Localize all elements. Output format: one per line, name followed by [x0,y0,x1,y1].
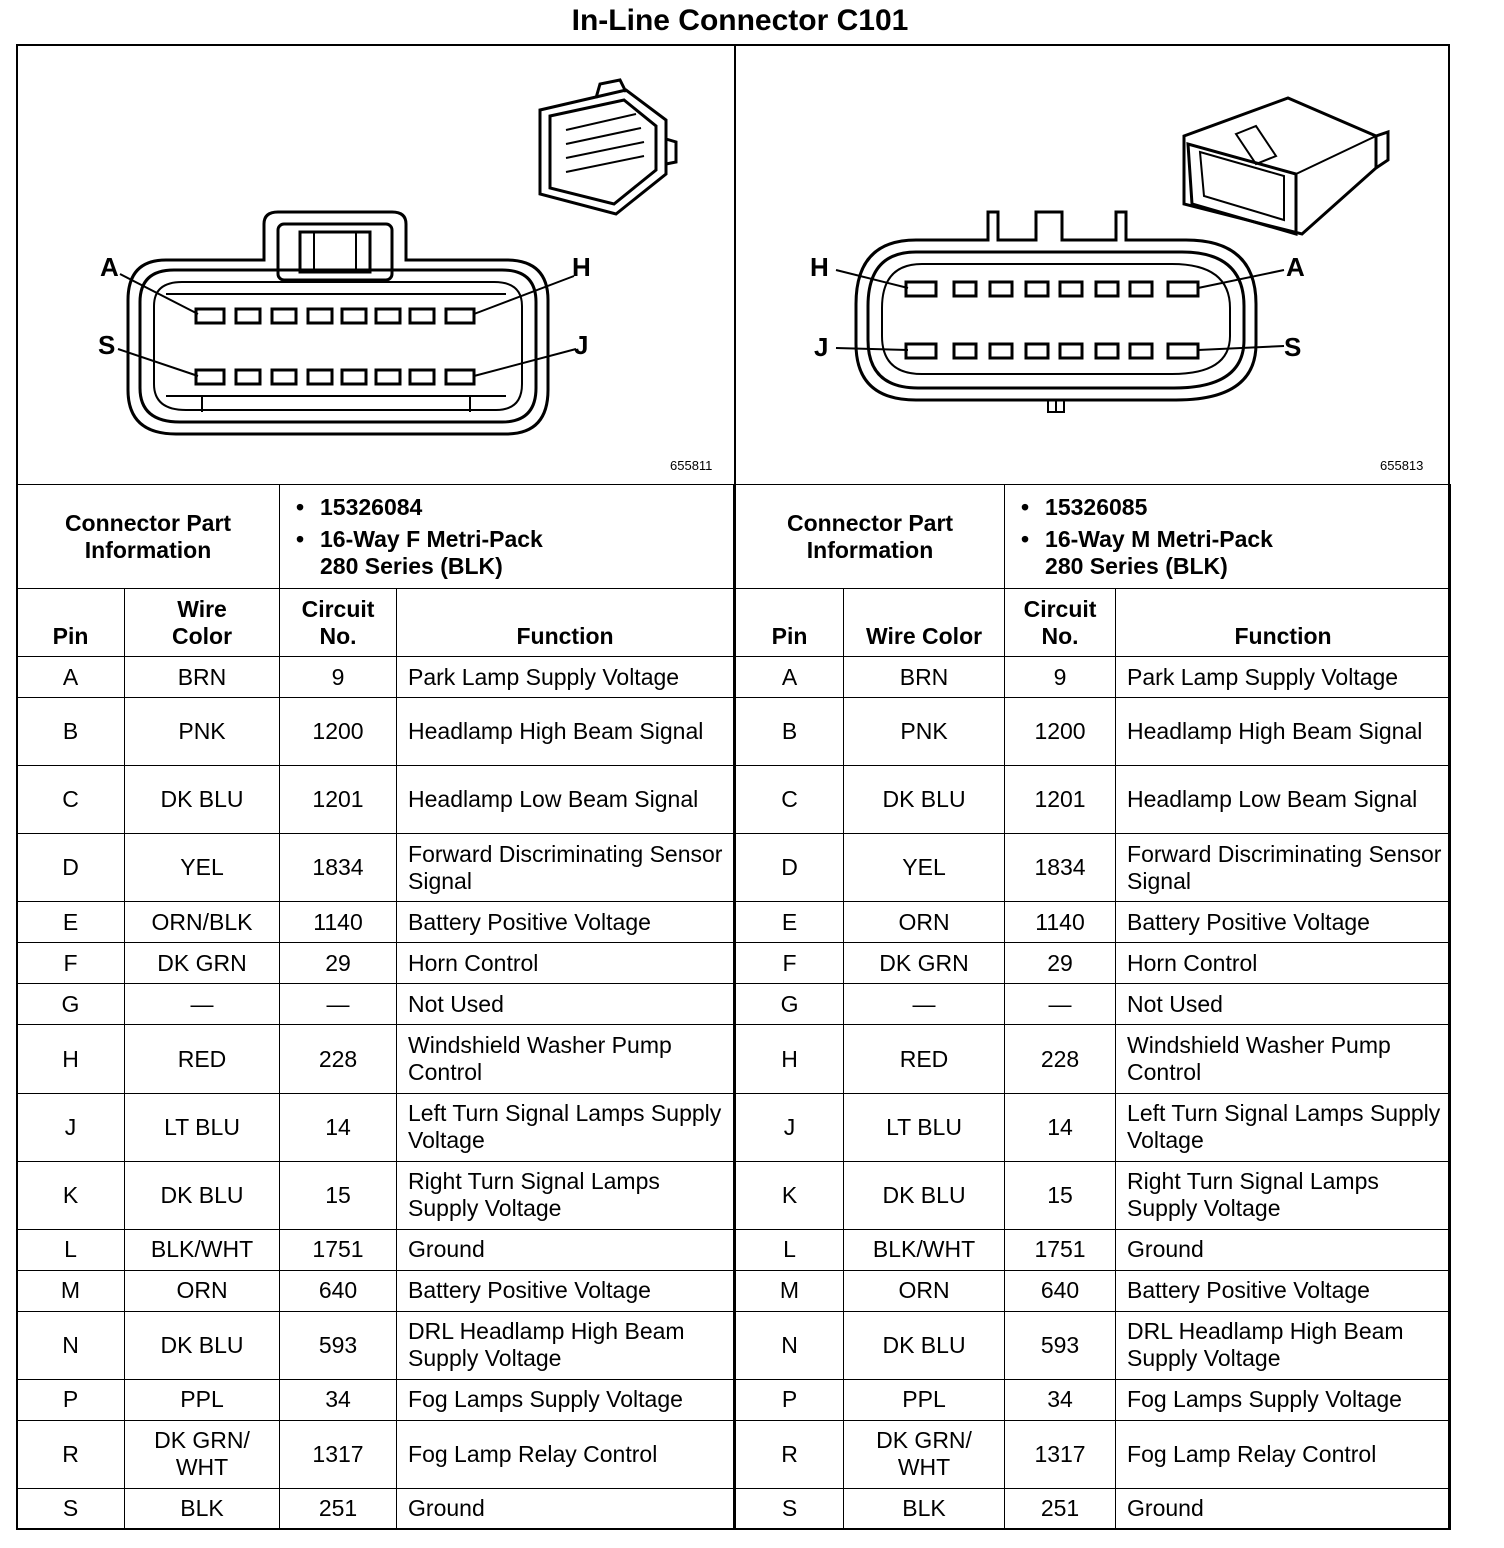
connector-description-line1: 16-Way F Metri-Pack [320,525,543,552]
connector-part-info-label: Connector Part Information [735,485,1005,589]
wire-color-cell: BRN [125,657,280,698]
wire-color-cell: PNK [125,698,280,766]
function-cell: Right Turn Signal Lamps Supply Voltage [397,1161,735,1229]
wire-color-cell: DK BLU [125,1311,280,1379]
circuit-cell: 9 [1005,657,1116,698]
male-pin-row-bottom [906,344,1198,358]
pin-label-s: S [1284,332,1302,362]
table-row [17,943,1451,984]
table-row [17,698,1451,766]
circuit-cell: 1317 [280,1420,397,1488]
pin-label-h: H [810,252,829,282]
wire-color-cell: DK GRN [125,943,280,984]
circuit-cell: 1201 [1005,766,1116,834]
function-cell: Park Lamp Supply Voltage [397,657,735,698]
circuit-cell: 1834 [1005,834,1116,902]
function-cell: Right Turn Signal Lamps Supply Voltage [1116,1161,1451,1229]
pin-cell: S [17,1488,125,1529]
circuit-cell: 29 [1005,943,1116,984]
header-pin: Pin [17,589,125,657]
wire-color-cell: BLK/WHT [844,1229,1005,1270]
figure-id: 655811 [670,458,713,473]
circuit-cell: 228 [280,1025,397,1093]
pin-cell: M [735,1270,844,1311]
wire-color-cell: YEL [125,834,280,902]
circuit-cell: 15 [280,1161,397,1229]
function-cell: Headlamp High Beam Signal [1116,698,1451,766]
function-cell: Headlamp Low Beam Signal [397,766,735,834]
connector-info-row [17,485,1451,589]
header-function: Function [1116,589,1451,657]
pin-cell: D [735,834,844,902]
connector-part-info-value: • 15326084 • 16-Way F Metri-Pack 280 Series (BLK) [280,485,735,589]
pin-label-s: S [98,330,116,360]
circuit-cell: — [280,984,397,1025]
pin-cell: B [735,698,844,766]
pin-cell: F [735,943,844,984]
function-cell: Park Lamp Supply Voltage [1116,657,1451,698]
wire-color-cell: BLK/WHT [125,1229,280,1270]
table-row [17,657,1451,698]
function-cell: DRL Headlamp High Beam Supply Voltage [1116,1311,1451,1379]
pin-cell: J [17,1093,125,1161]
female-pin-row-top [196,309,474,323]
function-cell: Horn Control [397,943,735,984]
pin-cell: H [735,1025,844,1093]
male-connector-pane [736,44,1450,484]
function-cell: Left Turn Signal Lamps Supply Voltage [397,1093,735,1161]
circuit-cell: 15 [1005,1161,1116,1229]
table-row [17,1311,1451,1379]
table-row [17,1379,1451,1420]
male-connector-drawing [736,44,1450,484]
circuit-cell: 34 [280,1379,397,1420]
circuit-cell: 34 [1005,1379,1116,1420]
female-pin-row-bottom [196,370,474,384]
male-connector-face [856,212,1256,412]
function-cell: Battery Positive Voltage [397,902,735,943]
table-header-row [17,589,1451,657]
function-cell: Horn Control [1116,943,1451,984]
wire-color-cell: BLK [844,1488,1005,1529]
pin-cell: M [17,1270,125,1311]
pin-cell: G [735,984,844,1025]
wire-color-cell: PPL [125,1379,280,1420]
pin-cell: L [17,1229,125,1270]
circuit-cell: 1751 [1005,1229,1116,1270]
circuit-cell: 640 [1005,1270,1116,1311]
pin-cell: E [735,902,844,943]
function-cell: Forward Discriminating Sensor Signal [397,834,735,902]
wire-color-cell: ORN [844,902,1005,943]
connector-part-info-value: • 15326085 • 16-Way M Metri-Pack 280 Series (BLK) [1005,485,1451,589]
function-cell: Windshield Washer Pump Control [397,1025,735,1093]
pin-cell: F [17,943,125,984]
pin-cell: E [17,902,125,943]
table-row [17,1420,1451,1488]
table-row [17,766,1451,834]
female-connector-drawing [16,44,734,484]
table-row [17,1270,1451,1311]
function-cell: DRL Headlamp High Beam Supply Voltage [397,1311,735,1379]
figure-id: 655813 [1380,458,1424,473]
wire-color-cell: LT BLU [844,1093,1005,1161]
pin-rows [17,657,1451,1530]
header-function: Function [397,589,735,657]
function-cell: Headlamp Low Beam Signal [1116,766,1451,834]
circuit-cell: 29 [280,943,397,984]
table-row [17,1488,1451,1529]
wire-color-cell: — [125,984,280,1025]
pin-cell: S [735,1488,844,1529]
function-cell: Forward Discriminating Sensor Signal [1116,834,1451,902]
pin-label-j: J [814,332,829,362]
pin-cell: R [17,1420,125,1488]
function-cell: Battery Positive Voltage [1116,902,1451,943]
connector-description-line2: 280 Series (BLK) [1045,552,1228,579]
pin-cell: R [735,1420,844,1488]
wire-color-cell: ORN/BLK [125,902,280,943]
wire-color-cell: DK GRN/ WHT [844,1420,1005,1488]
circuit-cell: 251 [1005,1488,1116,1529]
wire-color-cell: YEL [844,834,1005,902]
wire-color-cell: — [844,984,1005,1025]
female-pin-leader-lines [118,274,576,376]
wire-color-cell: PNK [844,698,1005,766]
circuit-cell: 1751 [280,1229,397,1270]
function-cell: Ground [397,1488,735,1529]
function-cell: Battery Positive Voltage [397,1270,735,1311]
circuit-cell: 640 [280,1270,397,1311]
circuit-cell: 593 [1005,1311,1116,1379]
table-row [17,834,1451,902]
circuit-cell: 9 [280,657,397,698]
pin-cell: K [17,1161,125,1229]
pin-cell: G [17,984,125,1025]
pin-cell: J [735,1093,844,1161]
wire-color-cell: DK BLU [844,1161,1005,1229]
circuit-cell: 14 [1005,1093,1116,1161]
table-row [17,984,1451,1025]
function-cell: Ground [1116,1229,1451,1270]
pin-label-a: A [100,252,119,282]
pin-cell: A [735,657,844,698]
wire-color-cell: PPL [844,1379,1005,1420]
wire-color-cell: LT BLU [125,1093,280,1161]
header-pin: Pin [735,589,844,657]
pin-label-j: J [574,330,589,360]
circuit-cell: 228 [1005,1025,1116,1093]
page-title: In-Line Connector C101 [571,4,909,37]
function-cell: Fog Lamps Supply Voltage [397,1379,735,1420]
function-cell: Fog Lamp Relay Control [1116,1420,1451,1488]
circuit-cell: 1200 [1005,698,1116,766]
pin-cell: D [17,834,125,902]
circuit-cell: 593 [280,1311,397,1379]
wire-color-cell: DK GRN/ WHT [125,1420,280,1488]
circuit-cell: 1317 [1005,1420,1116,1488]
table-row [17,1229,1451,1270]
circuit-cell: 14 [280,1093,397,1161]
wire-color-cell: DK BLU [125,1161,280,1229]
circuit-cell: 1140 [1005,902,1116,943]
pin-cell: K [735,1161,844,1229]
female-connector-face [128,212,548,434]
pin-cell: C [735,766,844,834]
wire-color-cell: ORN [844,1270,1005,1311]
function-cell: Battery Positive Voltage [1116,1270,1451,1311]
circuit-cell: — [1005,984,1116,1025]
female-connector-3d-sketch [540,80,676,214]
wire-color-cell: DK BLU [125,766,280,834]
circuit-cell: 1834 [280,834,397,902]
pin-cell: B [17,698,125,766]
table-row [17,1093,1451,1161]
function-cell: Fog Lamps Supply Voltage [1116,1379,1451,1420]
function-cell: Headlamp High Beam Signal [397,698,735,766]
female-connector-pane [16,44,736,484]
pin-cell: L [735,1229,844,1270]
function-cell: Ground [1116,1488,1451,1529]
pin-label-a: A [1286,252,1305,282]
connector-description-line2: 280 Series (BLK) [320,552,503,579]
header-circuit-no: Circuit No. [280,589,397,657]
table-row [17,902,1451,943]
wire-color-cell: DK GRN [844,943,1005,984]
wire-color-cell: ORN [125,1270,280,1311]
wire-color-cell: RED [125,1025,280,1093]
circuit-cell: 1200 [280,698,397,766]
wire-color-cell: BRN [844,657,1005,698]
table-row [17,1025,1451,1093]
connector-description-line1: 16-Way M Metri-Pack [1045,525,1273,552]
header-wire-color: Wire Color [844,589,1005,657]
function-cell: Left Turn Signal Lamps Supply Voltage [1116,1093,1451,1161]
function-cell: Ground [397,1229,735,1270]
circuit-cell: 251 [280,1488,397,1529]
part-number: 15326085 [1045,493,1148,520]
wire-color-cell: BLK [125,1488,280,1529]
pin-label-h: H [572,252,591,282]
wire-color-cell: DK BLU [844,766,1005,834]
part-number: 15326084 [320,493,423,520]
pin-cell: C [17,766,125,834]
function-cell: Not Used [397,984,735,1025]
circuit-cell: 1201 [280,766,397,834]
header-circuit-no: Circuit No. [1005,589,1116,657]
connector-part-info-label: Connector Part Information [17,485,280,589]
male-connector-3d-sketch [1184,98,1388,234]
pin-cell: N [17,1311,125,1379]
circuit-cell: 1140 [280,902,397,943]
male-pin-row-top [906,282,1198,296]
pin-cell: P [17,1379,125,1420]
wire-color-cell: RED [844,1025,1005,1093]
pin-cell: N [735,1311,844,1379]
function-cell: Not Used [1116,984,1451,1025]
pin-cell: H [17,1025,125,1093]
function-cell: Windshield Washer Pump Control [1116,1025,1451,1093]
pin-cell: A [17,657,125,698]
header-wire-color: Wire Color [125,589,280,657]
pin-cell: P [735,1379,844,1420]
table-row [17,1161,1451,1229]
pinout-table [16,484,1451,1530]
wire-color-cell: DK BLU [844,1311,1005,1379]
function-cell: Fog Lamp Relay Control [397,1420,735,1488]
